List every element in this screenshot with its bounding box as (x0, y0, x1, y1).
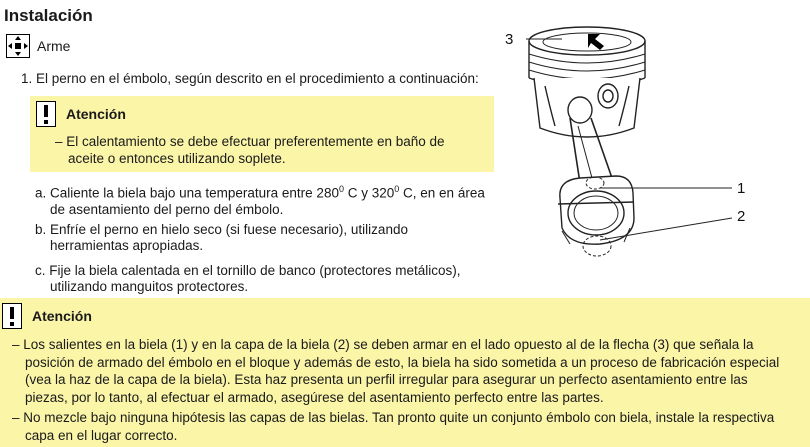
warning-title: Atención (66, 106, 126, 122)
callout-1: 1 (737, 180, 746, 197)
substep-c (35, 263, 505, 295)
substep-text: herramientas apropiadas. (50, 238, 204, 253)
assembly-icon (6, 34, 30, 58)
warning-text: posición de armado del émbolo en el bloque y además de esto, la biela ha sido sometida a un proceso de fabricación especial (25, 354, 780, 370)
substep-text: a. Caliente la biela bajo una temperatura entre 280 (35, 185, 339, 201)
substep-text: utilizando manguitos protectores. (50, 279, 249, 294)
warning-text: (vea la haz de la capa de la biela). Esta haz presenta un perfil irregular para asegurar un perfecto asentamiento entre las (25, 372, 748, 387)
warning-text: – El calentamiento se debe efectuar preferentemente en baño de (55, 134, 445, 149)
page-title: Instalación (4, 6, 93, 25)
substep-a (35, 181, 505, 218)
warning-paragraph-2 (12, 409, 797, 444)
section-label: Arme (37, 38, 71, 54)
piston-connecting-rod-illustration (500, 18, 760, 268)
superscript: 0 (394, 184, 400, 194)
warning-text: aceite o entonces utilizando soplete. (68, 151, 286, 166)
warning-text: capa en el lugar correcto. (25, 427, 178, 443)
substep-text: b. Enfríe el perno en hielo seco (si fuese necesario), utilizando (35, 222, 408, 237)
substep-text: de asentamiento del perno del émbolo. (50, 201, 284, 217)
warning-box-2 (0, 298, 810, 447)
warning-title: Atención (32, 308, 92, 324)
callout-2: 2 (737, 208, 746, 225)
section-arme (6, 34, 70, 58)
warning-box-1 (30, 96, 494, 172)
warning-paragraph-1 (12, 336, 797, 406)
substep-b (35, 222, 505, 254)
warning-text: – No mezcle bajo ninguna hipótesis las capas de las bielas. Tan pronto quite un conjunto émbolo con biela, instale la respectiva (12, 410, 775, 425)
substep-text: C y 320 (343, 185, 395, 201)
substep-text: c. Fije la biela calentada en el tornillo de banco (protectores metálicos), (35, 263, 461, 278)
substep-text: C, en en área (399, 185, 485, 201)
warning-text: piezas, por lo tanto, al efectuar el armado, asegúrese del asentamiento perfecto entre las partes. (25, 389, 604, 405)
superscript: 0 (338, 184, 344, 194)
warning-text: – Los salientes en la biela (1) y en la capa de la biela (2) se deben armar en el lado opuesto al de la flecha (3) que señala la (12, 337, 754, 352)
callout-3: 3 (505, 31, 514, 48)
exclamation-icon (36, 101, 56, 127)
step-1: 1. El perno en el émbolo, según descrito en el procedimiento a continuación: (21, 71, 479, 86)
exclamation-icon (2, 303, 22, 329)
